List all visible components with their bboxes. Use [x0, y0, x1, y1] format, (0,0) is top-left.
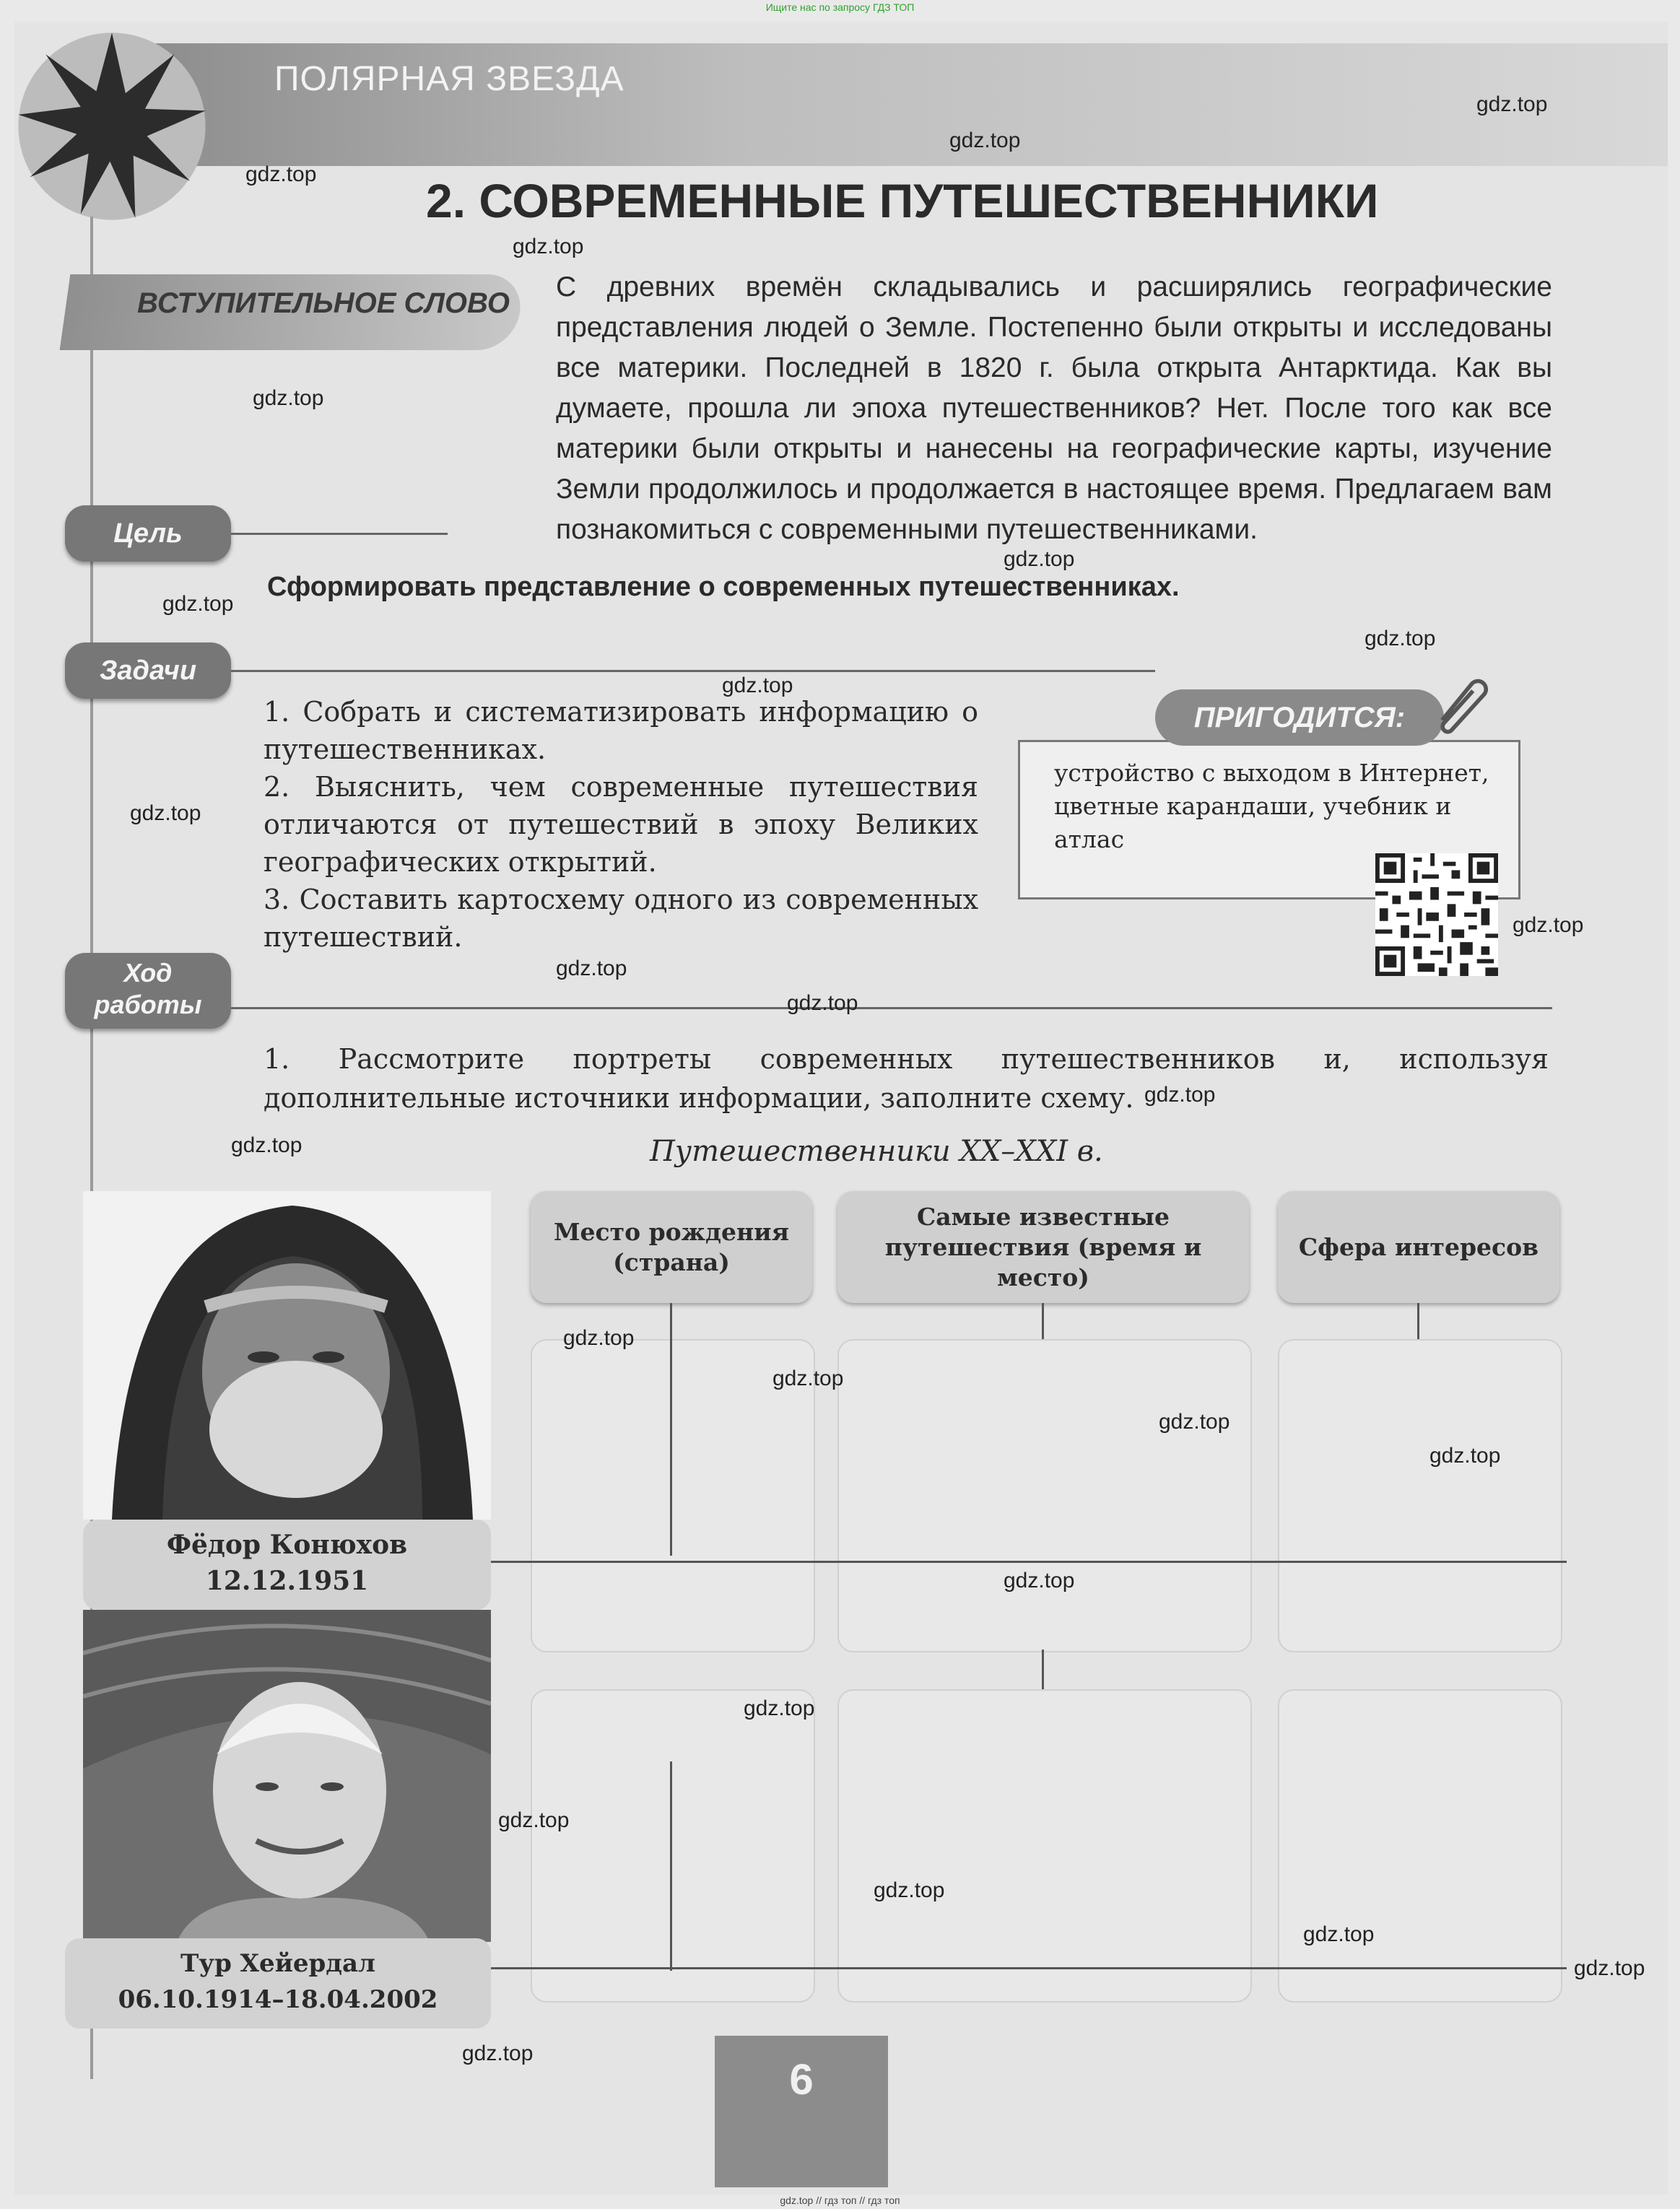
page-number: 6: [789, 2055, 814, 2104]
top-link[interactable]: Ищите нас по запросу ГДЗ ТОП: [765, 1, 915, 13]
connector-line: [491, 1561, 1567, 1563]
step-1-text: 1. Рассмотрите портреты современных путешественников и, используя дополнительные источники информации, заполните схему.: [264, 1043, 1549, 1114]
column-header-journeys: Самые известные путешествия (время и место): [837, 1191, 1249, 1303]
scheme-cell[interactable]: [1278, 1689, 1562, 2003]
connector-line: [1042, 1650, 1044, 1689]
goal-divider: [231, 533, 448, 535]
task-item: 3. Составить картосхему одного из современных путешествий.: [264, 884, 978, 953]
useful-label: ПРИГОДИТСЯ:: [1155, 689, 1444, 746]
portrait-konyukhov: [83, 1191, 491, 1520]
tasks-divider: [231, 670, 1155, 672]
work-label-line: работы: [94, 990, 202, 1019]
watermark: gdz.top: [1365, 627, 1436, 650]
paperclip-icon: [1426, 671, 1491, 736]
watermark: gdz.top: [1476, 92, 1548, 116]
series-title: ПОЛЯРНАЯ ЗВЕЗДА: [274, 60, 624, 98]
intro-text: С древних времён складывались и расширялись географические представления людей о Земле. Постепенно были открыты и исследованы все материки. Последней в 1820 г. была открыта Антарктида. Как вы думаете, прошла ли эпоха путешественников? Нет. После того как все материки были открыты и нанесены на географические карты, изучение Земли продолжилось и продолжается в настоящее время. Предлагаем вам познакомиться с современными путешественниками.: [556, 271, 1552, 545]
work-divider: [231, 1007, 1552, 1009]
traveler-name: Тур Хейердал: [180, 1949, 375, 1978]
useful-text: устройство с выходом в Интернет, цветные карандаши, учебник и атлас: [1054, 759, 1489, 853]
watermark: gdz.top: [787, 991, 858, 1015]
goal-text: Сформировать представление о современных путешественниках.: [267, 572, 1180, 602]
watermark: gdz.top: [462, 2042, 534, 2065]
bottom-link[interactable]: gdz.top // гдз топ // гдз топ: [780, 2195, 900, 2206]
watermark: gdz.top: [556, 957, 627, 980]
work-label-line: Ход: [123, 958, 173, 988]
watermark: gdz.top: [1303, 1922, 1375, 1946]
watermark: gdz.top: [722, 674, 793, 697]
qr-code[interactable]: [1375, 853, 1498, 976]
traveler-caption: [83, 1527, 491, 1599]
portrait-heyerdahl: [83, 1610, 491, 1942]
connector-line: [491, 1967, 1567, 1969]
column-header-interests: Сфера интересов: [1278, 1191, 1559, 1303]
traveler-name: Фёдор Конюхов: [166, 1530, 408, 1560]
watermark: gdz.top: [1429, 1444, 1501, 1468]
task-item: 2. Выяснить, чем современные путешествия отличаются от путешествий в эпоху Великих географических открытий.: [264, 771, 978, 878]
goal-label: Цель: [65, 505, 231, 562]
connector-line: [670, 1303, 672, 1556]
star-emblem: [14, 29, 209, 224]
page-title: 2. СОВРЕМЕННЫЕ ПУТЕШЕСТВЕННИКИ: [426, 174, 1379, 227]
watermark: gdz.top: [1004, 1569, 1075, 1593]
watermark: gdz.top: [1004, 547, 1075, 571]
work-label: [65, 953, 231, 1029]
scheme-cell[interactable]: [837, 1689, 1252, 2003]
watermark: gdz.top: [772, 1367, 844, 1390]
intro-label: ВСТУПИТЕЛЬНОЕ СЛОВО: [137, 287, 510, 319]
scheme-title: Путешественники XX–XXI в.: [650, 1135, 1103, 1168]
watermark: gdz.top: [874, 1878, 945, 1902]
connector-line: [1417, 1303, 1419, 1339]
watermark: gdz.top: [162, 592, 234, 616]
watermark: gdz.top: [513, 235, 584, 258]
scheme-cell[interactable]: [837, 1339, 1252, 1652]
scheme-cell[interactable]: [531, 1689, 815, 2003]
watermark: gdz.top: [1159, 1410, 1230, 1434]
connector-line: [670, 1761, 672, 1971]
watermark: gdz.top: [231, 1133, 303, 1157]
watermark: gdz.top: [563, 1326, 635, 1350]
watermark: gdz.top: [1144, 1083, 1216, 1107]
watermark: gdz.top: [1513, 913, 1584, 937]
traveler-dates: 12.12.1951: [205, 1566, 369, 1596]
watermark: gdz.top: [949, 128, 1021, 152]
tasks-list: [264, 693, 978, 956]
column-header-birthplace: Место рождения (страна): [531, 1191, 812, 1303]
watermark: gdz.top: [245, 162, 317, 186]
watermark: gdz.top: [253, 386, 324, 410]
watermark: gdz.top: [498, 1808, 570, 1832]
task-item: 1. Собрать и систематизировать информацию о путешественниках.: [264, 696, 978, 765]
tasks-label: Задачи: [65, 642, 231, 699]
traveler-caption: [65, 1946, 491, 2018]
scheme-cell[interactable]: [1278, 1339, 1562, 1652]
watermark: gdz.top: [130, 801, 201, 825]
traveler-dates: 06.10.1914–18.04.2002: [118, 1985, 438, 2014]
watermark: gdz.top: [1574, 1956, 1645, 1980]
connector-line: [1042, 1303, 1044, 1339]
watermark: gdz.top: [744, 1696, 815, 1720]
